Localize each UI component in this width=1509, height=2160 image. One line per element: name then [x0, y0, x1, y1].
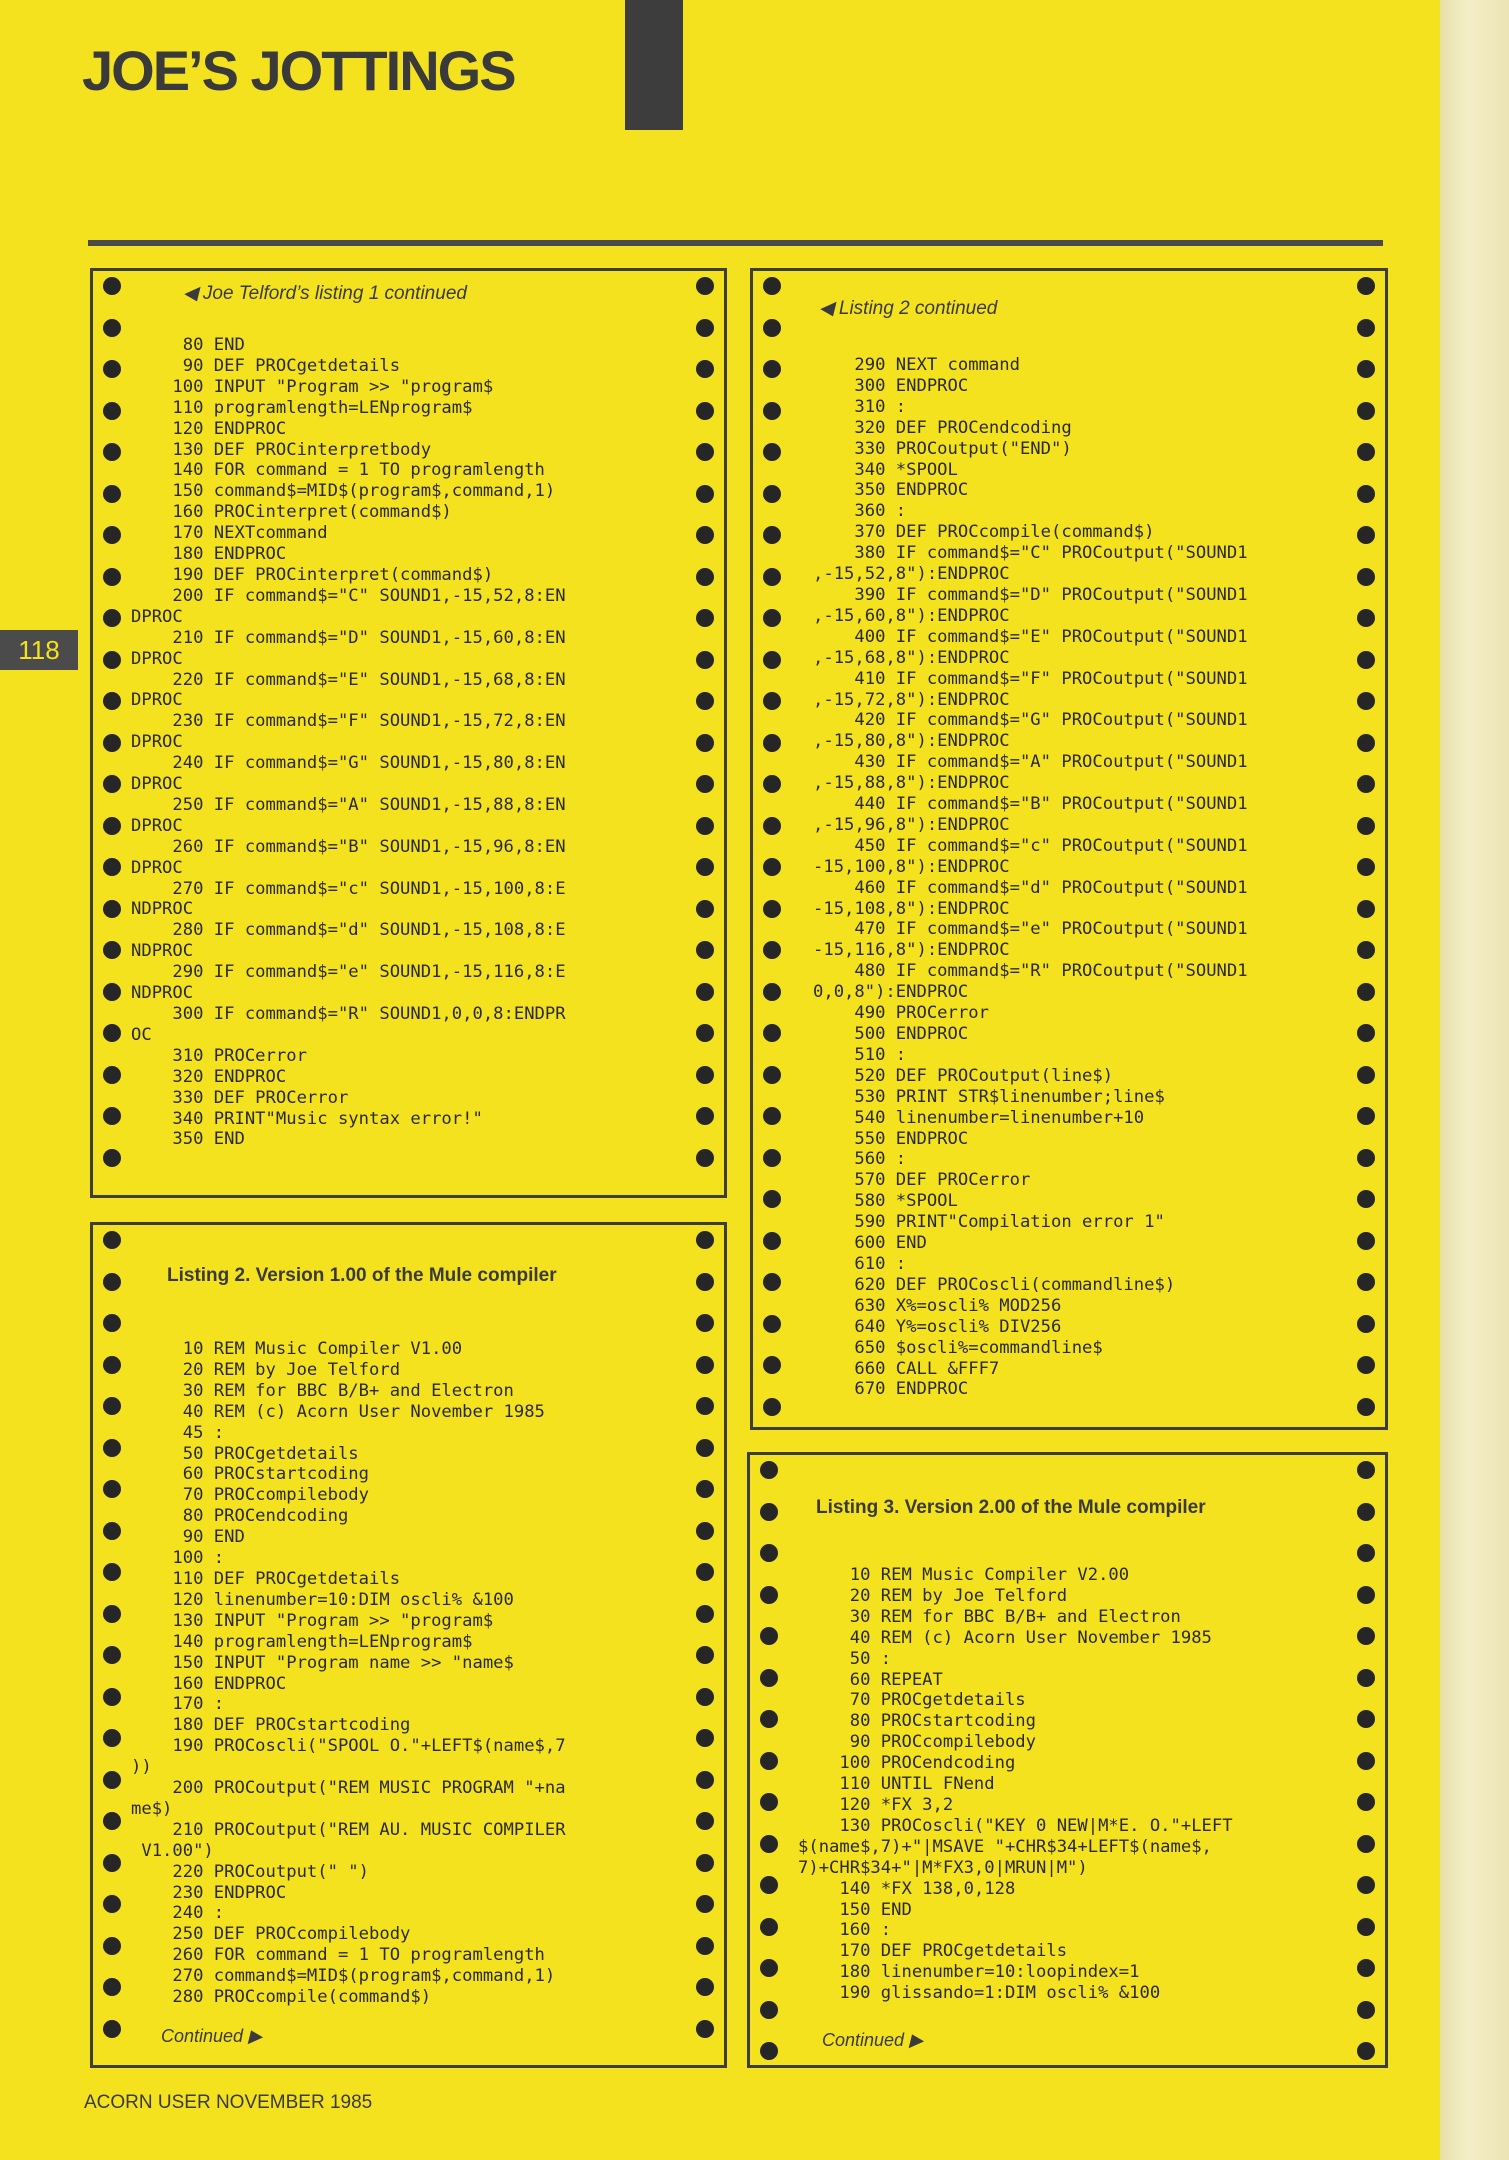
feed-hole [103, 1854, 121, 1872]
feed-hole [763, 609, 781, 627]
listing2-caption: ◀ Listing 2 continued [819, 298, 998, 319]
feed-hole [1357, 568, 1375, 586]
feed-hole [696, 1978, 714, 1996]
feed-hole [103, 1978, 121, 1996]
feed-hole [1357, 277, 1375, 295]
feed-holes-left [99, 271, 125, 1195]
feed-hole [1357, 1544, 1375, 1562]
feed-holes-left [756, 1455, 782, 2065]
feed-holes-right [1353, 1455, 1379, 2065]
feed-hole [763, 900, 781, 918]
listing2-continued: Continued ▶ [161, 2026, 262, 2046]
feed-hole [696, 1771, 714, 1789]
feed-hole [103, 1771, 121, 1789]
feed-hole [1357, 983, 1375, 1001]
feed-hole [763, 360, 781, 378]
feed-hole [103, 941, 121, 959]
feed-hole [696, 1854, 714, 1872]
feed-hole [696, 817, 714, 835]
feed-hole [1357, 651, 1375, 669]
feed-hole [696, 360, 714, 378]
feed-hole [763, 941, 781, 959]
feed-hole [1357, 692, 1375, 710]
feed-hole [696, 1107, 714, 1125]
listing1-caption: ◀ Joe Telford’s listing 1 continued [183, 283, 467, 304]
feed-hole [763, 1107, 781, 1125]
feed-hole [103, 402, 121, 420]
feed-hole [696, 1231, 714, 1249]
feed-hole [763, 692, 781, 710]
feed-hole [1357, 2001, 1375, 2019]
feed-hole [103, 1356, 121, 1374]
feed-hole [760, 1669, 778, 1687]
feed-hole [696, 402, 714, 420]
feed-holes-left [99, 1225, 125, 2065]
feed-hole [103, 1439, 121, 1457]
feed-hole [763, 277, 781, 295]
feed-hole [103, 1605, 121, 1623]
feed-hole [1357, 526, 1375, 544]
feed-hole [1357, 1398, 1375, 1416]
page-edge [1440, 0, 1509, 2160]
feed-hole [763, 651, 781, 669]
feed-hole [760, 1503, 778, 1521]
feed-hole [103, 775, 121, 793]
feed-hole [103, 360, 121, 378]
feed-hole [763, 1190, 781, 1208]
page-number: 118 [0, 630, 78, 670]
feed-hole [1357, 319, 1375, 337]
listing1-code: 80 END 90 DEF PROCgetdetails 100 INPUT "Program >> "program$ 110 programlength=LENprogram$ 120 ENDPROC 130 DEF PROCinterpretbody 140 FOR command = 1 TO programlength 150 command$=MID$(program$,command,1) 160 PROCinterpret(command$) 170 NEXTcommand 180 ENDPROC 190 DEF PROCinterpret(command$) 200 IF command$="C" SOUND1,-15,52,8:EN DPROC 210 IF command$="D" SOUND1,-15,60,8:EN DPROC 220 IF command$="E" SOUND1,-15,68,8:EN DPROC 230 IF command$="F" SOUND1,-15,72,8:EN DPROC 240 IF command$="G" SOUND1,-15,80,8:EN DPROC 250 IF command$="A" SOUND1,-15,88,8:EN DPROC 260 IF command$="B" SOUND1,-15,96,8:EN DPROC 270 IF command$="c" SOUND1,-15,100,8:E NDPROC 280 IF command$="d" SOUND1,-15,108,8:E NDPROC 290 IF command$="e" SOUND1,-15,116,8:E NDPROC 300 IF command$="R" SOUND1,0,0,8:ENDPR OC 310 PROCerror 320 ENDPROC 330 DEF PROCerror 340 PRINT"Music syntax error!" 350 END [131, 335, 566, 1150]
feed-hole [1357, 1793, 1375, 1811]
feed-hole [1357, 775, 1375, 793]
feed-hole [103, 1024, 121, 1042]
feed-hole [103, 485, 121, 503]
feed-hole [103, 1397, 121, 1415]
feed-hole [696, 2020, 714, 2038]
feed-hole [763, 983, 781, 1001]
feed-hole [696, 1522, 714, 1540]
listing3-heading: Listing 3. Version 2.00 of the Mule compiler [816, 1497, 1206, 1518]
feed-hole [103, 1895, 121, 1913]
listing3-continued: Continued ▶ [822, 2030, 923, 2050]
feed-hole [103, 1273, 121, 1291]
feed-hole [696, 1688, 714, 1706]
feed-hole [763, 568, 781, 586]
feed-hole [103, 1646, 121, 1664]
feed-hole [696, 1066, 714, 1084]
feed-hole [1357, 609, 1375, 627]
page-title: JOE’S JOTTINGS [82, 39, 515, 102]
feed-hole [696, 1273, 714, 1291]
feed-hole [696, 734, 714, 752]
feed-hole [1357, 1627, 1375, 1645]
feed-hole [696, 568, 714, 586]
feed-hole [103, 319, 121, 337]
feed-hole [696, 651, 714, 669]
feed-hole [760, 2042, 778, 2060]
feed-hole [763, 775, 781, 793]
feed-holes-right [1353, 271, 1379, 1427]
feed-hole [696, 1024, 714, 1042]
feed-hole [696, 1314, 714, 1332]
feed-hole [1357, 1232, 1375, 1250]
feed-hole [696, 1646, 714, 1664]
feed-hole [1357, 360, 1375, 378]
feed-hole [103, 1149, 121, 1167]
feed-hole [696, 1605, 714, 1623]
feed-hole [696, 609, 714, 627]
feed-hole [696, 1356, 714, 1374]
feed-hole [103, 609, 121, 627]
feed-hole [103, 1066, 121, 1084]
feed-hole [763, 1398, 781, 1416]
feed-hole [1357, 485, 1375, 503]
feed-hole [763, 526, 781, 544]
feed-hole [103, 443, 121, 461]
feed-hole [1357, 1107, 1375, 1125]
listing2-heading: Listing 2. Version 1.00 of the Mule compiler [167, 1265, 557, 1286]
feed-hole [760, 1710, 778, 1728]
feed-hole [760, 1544, 778, 1562]
feed-hole [696, 1895, 714, 1913]
feed-hole [103, 1107, 121, 1125]
feed-hole [763, 402, 781, 420]
feed-hole [1357, 1461, 1375, 1479]
feed-hole [760, 1959, 778, 1977]
feed-hole [763, 485, 781, 503]
feed-hole [1357, 1273, 1375, 1291]
feed-hole [103, 858, 121, 876]
listing2-box [90, 1222, 727, 2068]
feed-hole [760, 1752, 778, 1770]
feed-hole [760, 1627, 778, 1645]
feed-hole [1357, 858, 1375, 876]
feed-hole [103, 1937, 121, 1955]
feed-hole [696, 1563, 714, 1581]
feed-hole [763, 817, 781, 835]
feed-hole [1357, 900, 1375, 918]
feed-hole [103, 1812, 121, 1830]
feed-hole [763, 1232, 781, 1250]
feed-hole [1357, 1835, 1375, 1853]
feed-hole [696, 1937, 714, 1955]
feed-hole [696, 775, 714, 793]
feed-hole [763, 1024, 781, 1042]
feed-holes-left [759, 271, 785, 1427]
feed-hole [103, 651, 121, 669]
feed-hole [696, 1480, 714, 1498]
section-rule [88, 240, 1383, 246]
feed-hole [103, 817, 121, 835]
feed-hole [1357, 402, 1375, 420]
feed-hole [1357, 1752, 1375, 1770]
feed-hole [103, 983, 121, 1001]
feed-hole [696, 1439, 714, 1457]
feed-hole [1357, 1066, 1375, 1084]
feed-hole [760, 1793, 778, 1811]
title-bar [625, 0, 683, 130]
feed-hole [1357, 817, 1375, 835]
feed-hole [103, 526, 121, 544]
listing2-continued-code: 290 NEXT command 300 ENDPROC 310 : 320 DEF PROCendcoding 330 PROCoutput("END") 340 *SPOOL 350 ENDPROC 360 : 370 DEF PROCcompile(command$) 380 IF command$="C" PROCoutput("SOUND1 ,-15,52,8"):ENDPROC 390 IF command$="D" PROCoutput("SOUND1 ,-15,60,8"):ENDPROC 400 IF command$="E" PROCoutput("SOUND1 ,-15,68,8"):ENDPROC 410 IF command$="F" PROCoutput("SOUND1 ,-15,72,8"):ENDPROC 420 IF command$="G" PROCoutput("SOUND1 ,-15,80,8"):ENDPROC 430 IF command$="A" PROCoutput("SOUND1 ,-15,88,8"):ENDPROC 440 IF command$="B" PROCoutput("SOUND1 ,-15,96,8"):ENDPROC 450 IF command$="c" PROCoutput("SOUND1 -15,100,8"):ENDPROC 460 IF command$="d" PROCoutput("SOUND1 -15,108,8"):ENDPROC 470 IF command$="e" PROCoutput("SOUND1 -15,116,8"):ENDPROC 480 IF command$="R" PROCoutput("SOUND1 0,0,8"):ENDPROC 490 PROCerror 500 ENDPROC 510 : 520 DEF PROCoutput(line$) 530 PRINT STR$linenumber;line$ 540 linenumber=linenumber+10 550 ENDPROC 560 : 570 DEF PROCerror 580 *SPOOL 590 PRINT"Compilation error 1" 600 END 610 : 620 DEF PROCoscli(commandline$) 630 X%=oscli% MOD256 640 Y%=oscli% DIV256 650 $oscli%=commandline$ 660 CALL &FFF7 670 ENDPROC [813, 355, 1248, 1400]
feed-hole [696, 1397, 714, 1415]
feed-hole [760, 2001, 778, 2019]
feed-hole [1357, 1959, 1375, 1977]
feed-hole [1357, 1876, 1375, 1894]
feed-hole [103, 734, 121, 752]
feed-hole [760, 1918, 778, 1936]
feed-hole [763, 734, 781, 752]
feed-hole [1357, 734, 1375, 752]
feed-hole [760, 1835, 778, 1853]
feed-hole [696, 900, 714, 918]
feed-hole [103, 900, 121, 918]
feed-hole [763, 1149, 781, 1167]
listing2-continued-box [750, 268, 1388, 1430]
feed-hole [763, 1273, 781, 1291]
listing2-code: 10 REM Music Compiler V1.00 20 REM by Joe Telford 30 REM for BBC B/B+ and Electron 40 REM (c) Acorn User November 1985 45 : 50 PROCgetdetails 60 PROCstartcoding 70 PROCcompilebody 80 PROCendcoding 90 END 100 : 110 DEF PROCgetdetails 120 linenumber=10:DIM oscli% &100 130 INPUT "Program >> "program$ 140 programlength=LENprogram$ 150 INPUT "Program name >> "name$ 160 ENDPROC 170 : 180 DEF PROCstartcoding 190 PROCoscli("SPOOL O."+LEFT$(name$,7 )) 200 PROCoutput("REM MUSIC PROGRAM "+na me$) 210 PROCoutput("REM AU. MUSIC COMPILER V1.00") 220 PROCoutput(" ") 230 ENDPROC 240 : 250 DEF PROCcompilebody 260 FOR command = 1 TO programlength 270 command$=MID$(program$,command,1) 280 PROCcompile(command$) [131, 1339, 566, 2008]
feed-hole [1357, 1315, 1375, 1333]
feed-hole [763, 1315, 781, 1333]
feed-hole [103, 1563, 121, 1581]
feed-hole [1357, 2042, 1375, 2060]
feed-hole [1357, 1356, 1375, 1374]
feed-hole [1357, 941, 1375, 959]
feed-hole [696, 858, 714, 876]
feed-hole [696, 526, 714, 544]
feed-hole [696, 1729, 714, 1747]
feed-hole [1357, 1710, 1375, 1728]
feed-hole [763, 319, 781, 337]
feed-hole [103, 1729, 121, 1747]
feed-hole [1357, 1149, 1375, 1167]
feed-hole [103, 1314, 121, 1332]
feed-hole [103, 1522, 121, 1540]
feed-hole [1357, 443, 1375, 461]
feed-hole [763, 1066, 781, 1084]
feed-hole [696, 1812, 714, 1830]
feed-hole [103, 568, 121, 586]
listing1-continued-box [90, 268, 727, 1198]
feed-hole [696, 319, 714, 337]
listing3-code: 10 REM Music Compiler V2.00 20 REM by Joe Telford 30 REM for BBC B/B+ and Electron 40 REM (c) Acorn User November 1985 50 : 60 REPEAT 70 PROCgetdetails 80 PROCstartcoding 90 PROCcompilebody 100 PROCendcoding 110 UNTIL FNend 120 *FX 3,2 130 PROCoscli("KEY 0 NEW|M*E. O."+LEFT $(name$,7)+"|MSAVE "+CHR$34+LEFT$(name$, 7)+CHR$34+"|M*FX3,0|MRUN|M") 140 *FX 138,0,128 150 END 160 : 170 DEF PROCgetdetails 180 linenumber=10:loopindex=1 190 glissando=1:DIM oscli% &100 [798, 1565, 1233, 2004]
feed-hole [696, 485, 714, 503]
feed-hole [763, 443, 781, 461]
feed-hole [696, 277, 714, 295]
feed-hole [103, 277, 121, 295]
feed-holes-right [692, 1225, 718, 2065]
feed-hole [1357, 1669, 1375, 1687]
feed-hole [763, 1356, 781, 1374]
feed-holes-right [692, 271, 718, 1195]
feed-hole [696, 443, 714, 461]
feed-hole [760, 1876, 778, 1894]
feed-hole [760, 1586, 778, 1604]
feed-hole [1357, 1503, 1375, 1521]
feed-hole [763, 858, 781, 876]
feed-hole [760, 1461, 778, 1479]
feed-hole [1357, 1586, 1375, 1604]
footer: ACORN USER NOVEMBER 1985 [84, 2092, 373, 2113]
feed-hole [696, 941, 714, 959]
feed-hole [103, 692, 121, 710]
feed-hole [103, 1688, 121, 1706]
feed-hole [696, 1149, 714, 1167]
feed-hole [103, 1231, 121, 1249]
feed-hole [103, 2020, 121, 2038]
feed-hole [696, 692, 714, 710]
listing3-box [747, 1452, 1388, 2068]
feed-hole [1357, 1024, 1375, 1042]
feed-hole [1357, 1918, 1375, 1936]
feed-hole [103, 1480, 121, 1498]
feed-hole [696, 983, 714, 1001]
feed-hole [1357, 1190, 1375, 1208]
